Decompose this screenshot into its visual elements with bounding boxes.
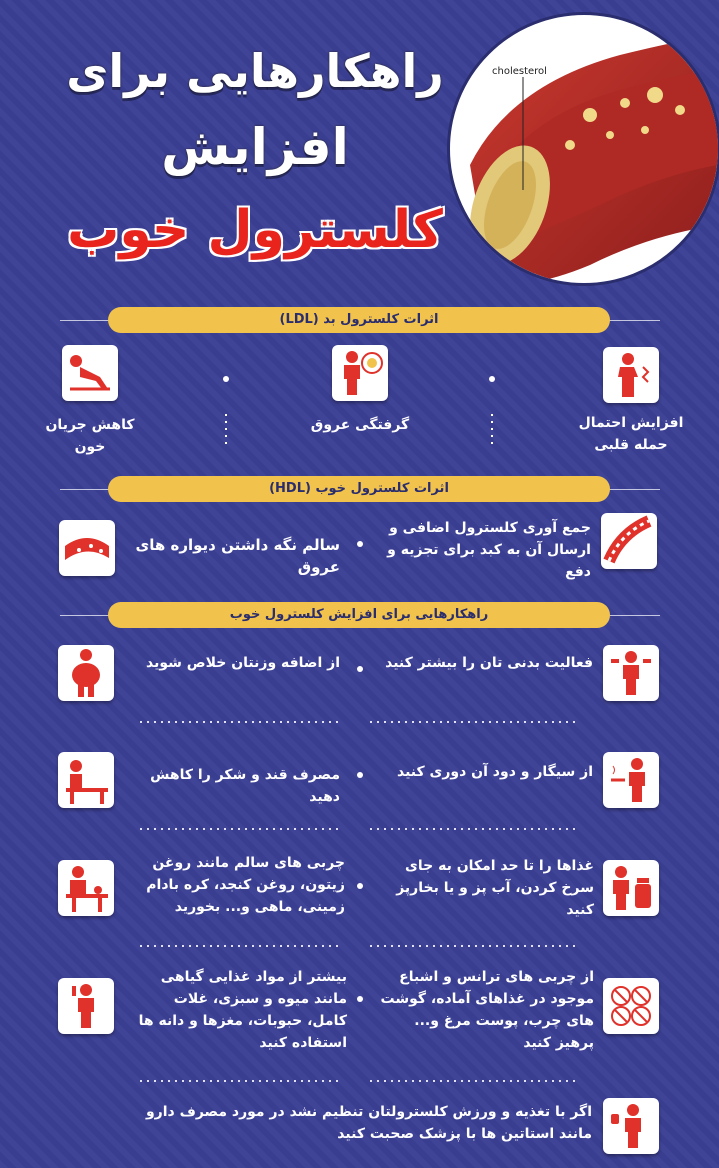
row-divider <box>370 945 575 947</box>
tips-section-header: راهکارهایی برای افزایش کلسترول خوب <box>108 602 610 628</box>
separator-dot <box>223 376 229 382</box>
tip-physical-activity: فعالیت بدنی تان را بیشتر کنید <box>385 655 593 671</box>
page-title-line2: افزایش <box>161 118 349 176</box>
separator-dots <box>225 414 227 448</box>
row-divider <box>140 721 340 723</box>
no-junk-food-icon <box>603 978 659 1034</box>
tip-consult-doctor: اگر با تغذیه و ورزش کلسترولتان تنظیم نشد در مورد مصرف دارو مانند استاتین ها با پزشک صحبت کنید <box>145 1104 592 1142</box>
clogged-artery-icon <box>332 345 388 401</box>
standing-person-icon <box>58 978 114 1034</box>
cooking-person-icon <box>603 860 659 916</box>
hdl-item-collect-cholesterol: جمع آوری کلسترول اضافی و ارسال آن به کبد برای تجزیه و دفع <box>387 520 591 580</box>
row-divider <box>370 721 575 723</box>
tip-avoid-smoking: از سیگار و دود آن دوری کنید <box>397 764 593 780</box>
row-divider <box>370 1080 575 1082</box>
row-divider <box>140 1080 340 1082</box>
no-smoking-icon <box>603 752 659 808</box>
separator-dot <box>357 772 363 778</box>
tip-plant-foods: بیشتر از مواد غذایی گیاهی مانند میوه و سبزی، غلات کامل، حبوبات، مغزها و دانه ها استفاده کنید <box>138 969 347 1051</box>
heart-attack-icon <box>603 347 659 403</box>
ldl-section-header: اثرات کلسترول بد (LDL) <box>108 307 610 333</box>
row-divider <box>370 828 575 830</box>
page-title-line3: کلسترول خوب <box>67 200 443 260</box>
tip-avoid-trans-fats: از چربی های ترانس و اشباع موجود در غذاهای آماده، گوشت های چرب، پوست مرغ و... پرهیز کنید <box>380 969 594 1051</box>
row-divider <box>140 828 340 830</box>
medicine-person-icon <box>603 1098 659 1154</box>
separator-dot <box>357 541 363 547</box>
artery-illustration <box>447 12 719 286</box>
tip-lose-weight: از اضافه وزنتان خلاص شوید <box>146 655 340 671</box>
page-title-line1: راهکارهایی برای <box>66 44 444 98</box>
separator-dot <box>357 666 363 672</box>
separator-dots <box>491 414 493 448</box>
ldl-item-heart-attack: افزایش احتمال حمله قلبی <box>578 415 684 453</box>
healthy-vessel-icon <box>59 520 115 576</box>
desk-person-icon <box>58 752 114 808</box>
tip-reduce-sugar: مصرف قند و شکر را کاهش دهید <box>150 767 340 805</box>
hdl-section-header: اثرات کلسترول خوب (HDL) <box>108 476 610 502</box>
artery-flow-icon <box>601 513 657 569</box>
ldl-item-clogged-arteries: گرفتگی عروق <box>310 417 410 433</box>
ldl-item-reduced-blood-flow: کاهش جریان خون <box>45 417 135 455</box>
cholesterol-label: cholesterol <box>492 66 547 77</box>
tip-steam-cook: غذاها را تا حد امکان به جای سرخ کردن، آب پز و یا بخارپز کنید <box>396 858 594 918</box>
eating-person-icon <box>58 860 114 916</box>
tip-healthy-fats: چربی های سالم مانند روغن زیتون، روغن کنجد، کره بادام زمینی، ماهی و... بخورید <box>146 855 345 915</box>
dumbbell-person-icon <box>603 645 659 701</box>
separator-dot <box>489 376 495 382</box>
fainting-person-icon <box>62 345 118 401</box>
separator-dot <box>357 996 363 1002</box>
overweight-person-icon <box>58 645 114 701</box>
row-divider <box>140 945 340 947</box>
separator-dot <box>357 883 363 889</box>
hdl-item-healthy-vessels: سالم نگه داشتن دیواره های عروق <box>135 536 340 576</box>
